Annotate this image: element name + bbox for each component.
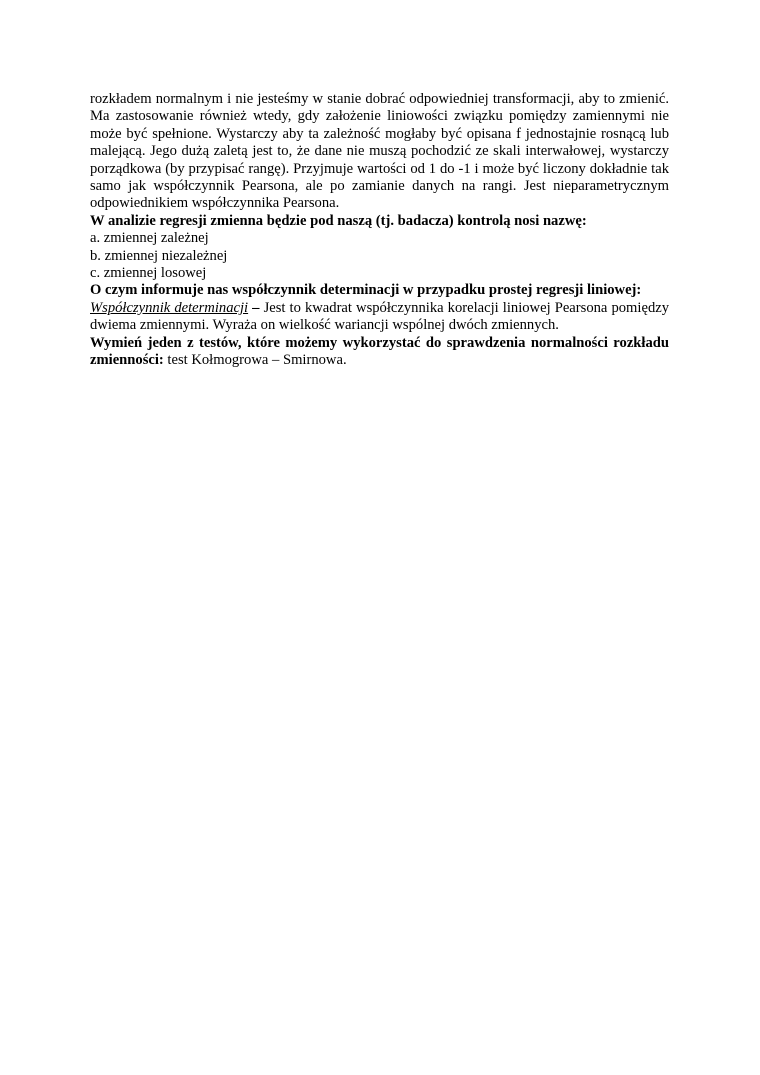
question-normality-text: Wymień jeden z testów, które możemy wykorzystać do sprawdzenia normalności rozkładu zmienności: bbox=[90, 334, 669, 369]
term-dash: – bbox=[248, 299, 264, 316]
answer-normality-test: test Kołmogrowa – Smirnowa. bbox=[163, 352, 347, 369]
document-body bbox=[90, 91, 669, 370]
question-regression-variable: W analizie regresji zmienna będzie pod naszą (tj. badacza) kontrolą nosi nazwę: bbox=[90, 212, 587, 229]
definition-text: Jest to kwadrat współczynnika korelacji liniowej Pearsona pomiędzy dwiema zmiennymi. Wyraża on wielkość wariancji wspólnej dwóch zmiennych. bbox=[90, 299, 670, 334]
intro-paragraph: rozkładem normalnym i nie jesteśmy w stanie dobrać odpowiedniej transformacji, aby to zmienić. Ma zastosowanie również wtedy, gdy założenie liniowości związku pomiędzy zamiennymi nie może być spełnione. Wystarczy aby ta zależność mogłaby być opisana f jednostajnie rosnącą lub malejącą. Jego dużą zaletą jest to, że dane nie muszą pochodzić ze skali interwałowej, wystarczy porządkowa (by przypisać rangę). Przyjmuje wartości od 1 do -1 i może być liczony dokładnie tak samo jak współczynnik Pearsona, ale po zamianie danych na rangi. Jest nieparametrycznym odpowiednikiem współczynnika Pearsona. bbox=[90, 91, 669, 212]
answer-determination-coefficient bbox=[90, 300, 669, 335]
answer-option-b: b. zmiennej niezależnej bbox=[90, 247, 228, 264]
question-normality-test bbox=[90, 335, 669, 370]
answer-option-a: a. zmiennej zależnej bbox=[90, 230, 209, 247]
question-determination-coefficient: O czym informuje nas współczynnik determinacji w przypadku prostej regresji liniowej: bbox=[90, 282, 642, 299]
answer-option-c: c. zmiennej losowej bbox=[90, 265, 207, 282]
term-determination-coefficient: Współczynnik determinacji bbox=[90, 299, 249, 316]
